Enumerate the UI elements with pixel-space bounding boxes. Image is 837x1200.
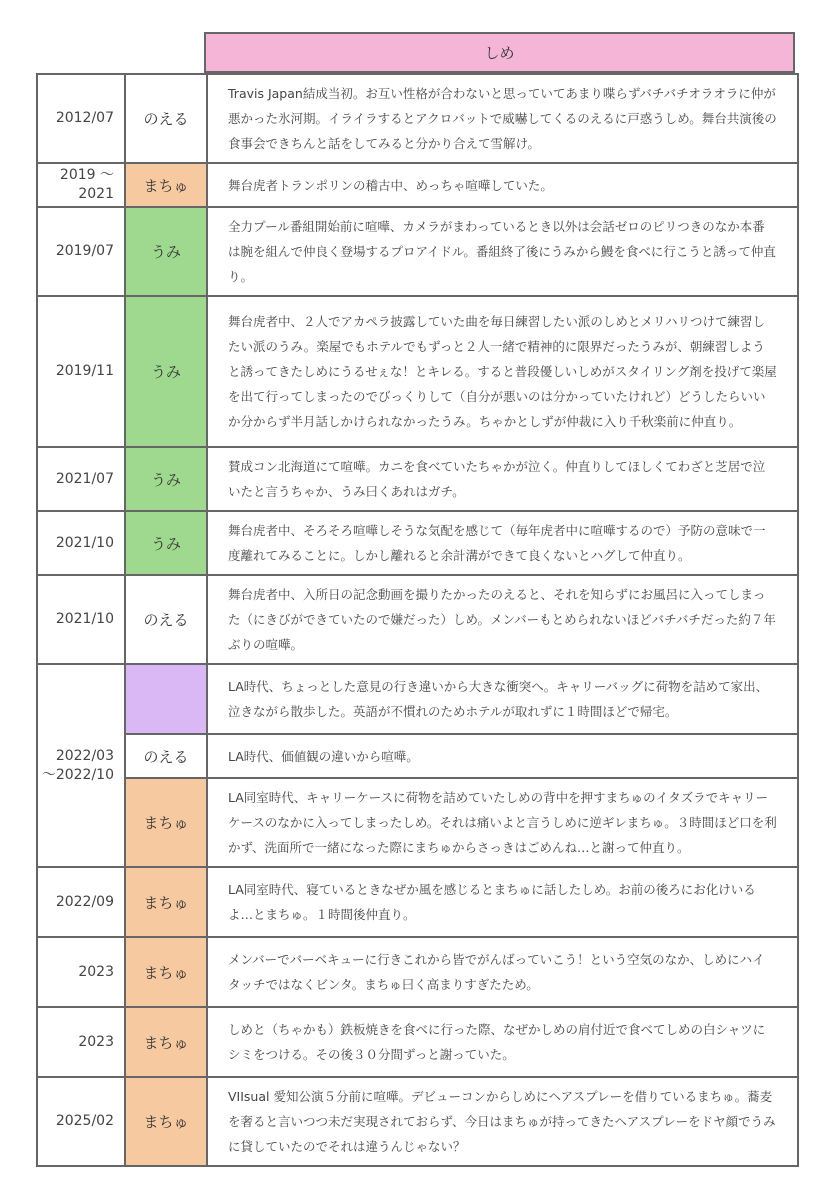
member-cell: まちゅ [125, 1077, 207, 1166]
description-cell: LA同室時代、キャリーケースに荷物を詰めていたしめの背中を押すまちゅのイタズラでキャリーケースのなかに入ってしまったしめ。それは痛いよと言うしめに逆ギレまちゅ。３時間ほど口を利かず、洗面所で一緒になった際にまちゅからさっきはごめんね…と謝って仲直り。 [207, 778, 798, 867]
description-cell: しめと（ちゃかも）鉄板焼きを食べに行った際、なぜかしめの肩付近で食べてしめの白シャツにシミをつける。その後３０分間ずっと謝っていた。 [207, 1007, 798, 1077]
description-cell: LA時代、価値観の違いから喧嘩。 [207, 734, 798, 778]
date-cell: 2025/02 [37, 1077, 125, 1166]
date-cell: 2021/10 [37, 575, 125, 664]
description-cell: 賛成コン北海道にて喧嘩。カニを食べていたちゃかが泣く。仲直りしてほしくてわざと芝居で泣いたと言うちゃか、うみ曰くあれはガチ。 [207, 447, 798, 511]
description-cell: 舞台虎者トランポリンの稽古中、めっちゃ喧嘩していた。 [207, 163, 798, 207]
description-cell: メンバーでバーベキューに行きこれから皆でがんばっていこう！という空気のなか、しめにハイタッチではなくビンタ。まちゅ曰く高まりすぎたため。 [207, 937, 798, 1007]
description-cell: 舞台虎者中、そろそろ喧嘩しそうな気配を感じて（毎年虎者中に喧嘩するので）予防の意味で一度離れてみることに。しかし離れると余計溝ができて良くないとハグして仲直り。 [207, 511, 798, 575]
description-cell: VIIsual 愛知公演５分前に喧嘩。デビューコンからしめにヘアスプレーを借りているまちゅ。蕎麦を奢ると言いつつ未だ実現されておらず、今日はまちゅが持ってきたヘアスプレーをドヤ顔でうみに貸していたのでそれは違うんじゃない？ [207, 1077, 798, 1166]
member-cell: まちゅ [125, 1007, 207, 1077]
description-cell: 舞台虎者中、２人でアカペラ披露していた曲を毎日練習したい派のしめとメリハリつけて練習したい派のうみ。楽屋でもホテルでもずっと２人一緒で精神的に限界だったうみが、朝練習しようと誘ってきたしめにうるせぇな！とキレる。すると普段優しいしめがスタイリング剤を投げて楽屋を出て行ってしまったのでびっくりして（自分が悪いのは分かっていたけれど）どうしたらいいか分からず半月話しかけられなかったうみ。ちゃかとしずが仲裁に入り千秋楽前に仲直り。 [207, 296, 798, 447]
member-cell: まちゅ [125, 867, 207, 937]
table-row [37, 575, 798, 664]
date-cell: 2021/07 [37, 447, 125, 511]
member-cell: まちゅ [125, 163, 207, 207]
table-row [37, 1007, 798, 1077]
date-cell: 2022/03 ～2022/10 [37, 664, 125, 867]
table-row [37, 511, 798, 575]
member-cell: うみ [125, 511, 207, 575]
date-cell: 2022/09 [37, 867, 125, 937]
header-row [36, 32, 795, 73]
description-cell: LA同室時代、寝ているときなぜか風を感じるとまちゅに話したしめ。お前の後ろにお化けいるよ…とまちゅ。１時間後仲直り。 [207, 867, 798, 937]
member-cell: うみ [125, 296, 207, 447]
description-cell: LA時代、ちょっとした意見の行き違いから大きな衝突へ。キャリーバッグに荷物を詰めて家出、泣きながら散歩した。英語が不慣れのためホテルが取れずに１時間ほどで帰宅。 [207, 664, 798, 734]
fight-log-sheet [36, 32, 795, 1167]
member-cell: のえる [125, 74, 207, 163]
member-cell: まちゅ [125, 937, 207, 1007]
member-cell: のえる [125, 575, 207, 664]
description-cell: Travis Japan結成当初。お互い性格が合わないと思っていてあまり喋らずバチバチオラオラに仲が悪かった氷河期。イライラするとアクロバットで威嚇してくるのえるに戸惑うしめ。舞台共演後の食事会できちんと話をしてみると分かり合えて雪解け。 [207, 74, 798, 163]
table-row [37, 296, 798, 447]
date-cell: 2023 [37, 937, 125, 1007]
date-cell: 2012/07 [37, 74, 125, 163]
date-cell: 2021/10 [37, 511, 125, 575]
date-cell: 2019/07 [37, 207, 125, 296]
member-cell: うみ [125, 447, 207, 511]
member-cell: まちゅ [125, 778, 207, 867]
description-cell: 舞台虎者中、入所日の記念動画を撮りたかったのえると、それを知らずにお風呂に入ってしまった（にきびができていたので嫌だった）しめ。メンバーもとめられないほどバチバチだった約７年ぶりの喧嘩。 [207, 575, 798, 664]
table-row [37, 207, 798, 296]
table-row [37, 734, 798, 778]
header-title: しめ [204, 32, 795, 73]
table-row [37, 664, 798, 734]
date-cell: 2023 [37, 1007, 125, 1077]
member-cell: のえる [125, 734, 207, 778]
table-row [37, 937, 798, 1007]
header-spacer [36, 32, 204, 73]
table-row [37, 867, 798, 937]
table-row [37, 447, 798, 511]
date-cell: 2019 ～2021 [37, 163, 125, 207]
date-cell: 2019/11 [37, 296, 125, 447]
fight-log-table [36, 73, 799, 1167]
table-row [37, 778, 798, 867]
table-row [37, 74, 798, 163]
description-cell: 全力プール番組開始前に喧嘩、カメラがまわっているとき以外は会話ゼロのピリつきのなか本番は腕を組んで仲良く登場するプロアイドル。番組終了後にうみから鰻を食べに行こうと誘って仲直り。 [207, 207, 798, 296]
table-row [37, 1077, 798, 1166]
member-cell [125, 664, 207, 734]
member-cell: うみ [125, 207, 207, 296]
table-row [37, 163, 798, 207]
